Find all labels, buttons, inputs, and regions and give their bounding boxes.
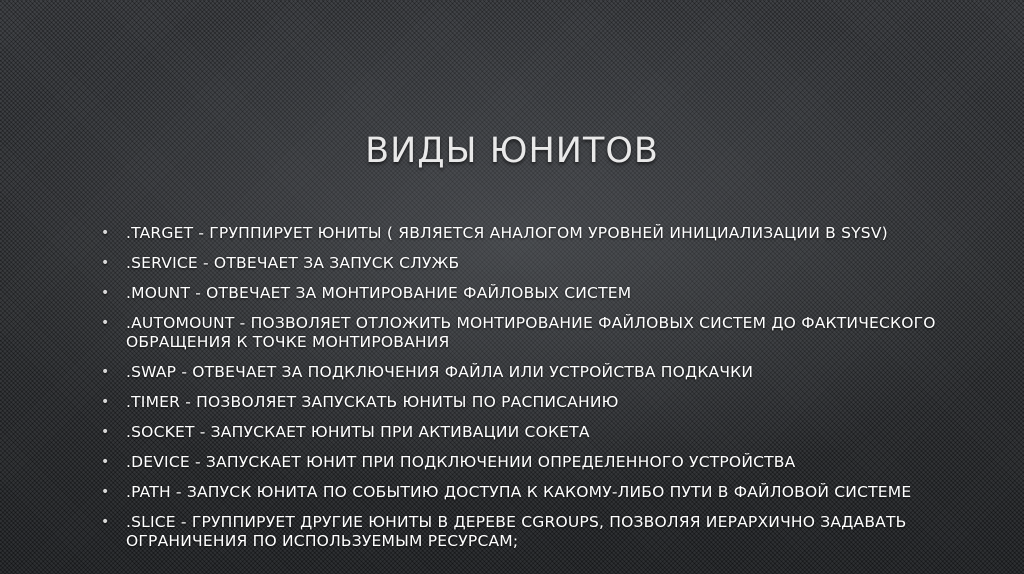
list-item bbox=[100, 254, 960, 273]
list-item bbox=[100, 513, 960, 551]
list-item bbox=[100, 224, 960, 243]
list-item bbox=[100, 314, 960, 352]
bullet-icon: • bbox=[101, 484, 110, 500]
list-item bbox=[100, 284, 960, 303]
bullet-icon: • bbox=[101, 424, 110, 440]
list-item-text: .DEVICE - ЗАПУСКАЕТ ЮНИТ ПРИ ПОДКЛЮЧЕНИИ ОПРЕДЕЛЕННОГО УСТРОЙСТВА bbox=[126, 453, 796, 471]
slide-title: ВИДЫ ЮНИТОВ bbox=[365, 131, 659, 172]
list-item-text: .TARGET - ГРУППИРУЕТ ЮНИТЫ ( ЯВЛЯЕТСЯ АНАЛОГОМ УРОВНЕЙ ИНИЦИАЛИЗАЦИИ В SYSV) bbox=[126, 224, 888, 242]
bullet-list bbox=[100, 224, 960, 562]
list-item-text: .PATH - ЗАПУСК ЮНИТА ПО СОБЫТИЮ ДОСТУПА К КАКОМУ-ЛИБО ПУТИ В ФАЙЛОВОЙ СИСТЕМЕ bbox=[126, 483, 912, 501]
list-item bbox=[100, 483, 960, 502]
list-item-text: .SERVICE - ОТВЕЧАЕТ ЗА ЗАПУСК СЛУЖБ bbox=[126, 254, 460, 272]
bullet-icon: • bbox=[101, 225, 110, 241]
bullet-icon: • bbox=[101, 364, 110, 380]
list-item-text: .TIMER - ПОЗВОЛЯЕТ ЗАПУСКАТЬ ЮНИТЫ ПО РАСПИСАНИЮ bbox=[126, 393, 619, 411]
list-item bbox=[100, 393, 960, 412]
list-item-text: .AUTOMOUNT - ПОЗВОЛЯЕТ ОТЛОЖИТЬ МОНТИРОВАНИЕ ФАЙЛОВЫХ СИСТЕМ ДО ФАКТИЧЕСКОГО ОБРАЩЕНИЯ К ТОЧКЕ МОНТИРОВАНИЯ bbox=[126, 314, 936, 351]
bullet-icon: • bbox=[101, 315, 110, 331]
list-item bbox=[100, 453, 960, 472]
bullet-icon: • bbox=[101, 255, 110, 271]
bullet-icon: • bbox=[101, 394, 110, 410]
list-item-text: .SWAP - ОТВЕЧАЕТ ЗА ПОДКЛЮЧЕНИЯ ФАЙЛА ИЛИ УСТРОЙСТВА ПОДКАЧКИ bbox=[126, 363, 754, 381]
list-item-text: .SLICE - ГРУППИРУЕТ ДРУГИЕ ЮНИТЫ В ДЕРЕВЕ CGROUPS, ПОЗВОЛЯЯ ИЕРАРХИЧНО ЗАДАВАТЬ ОГРАНИЧЕНИЯ ПО ИСПОЛЬЗУЕМЫМ РЕСУРСАМ; bbox=[126, 513, 907, 550]
list-item bbox=[100, 363, 960, 382]
list-item-text: .SOCKET - ЗАПУСКАЕТ ЮНИТЫ ПРИ АКТИВАЦИИ СОКЕТА bbox=[126, 423, 590, 441]
bullet-icon: • bbox=[101, 285, 110, 301]
bullet-icon: • bbox=[101, 454, 110, 470]
list-item bbox=[100, 423, 960, 442]
bullet-icon: • bbox=[101, 514, 110, 530]
list-item-text: .MOUNT - ОТВЕЧАЕТ ЗА МОНТИРОВАНИЕ ФАЙЛОВЫХ СИСТЕМ bbox=[126, 284, 632, 302]
